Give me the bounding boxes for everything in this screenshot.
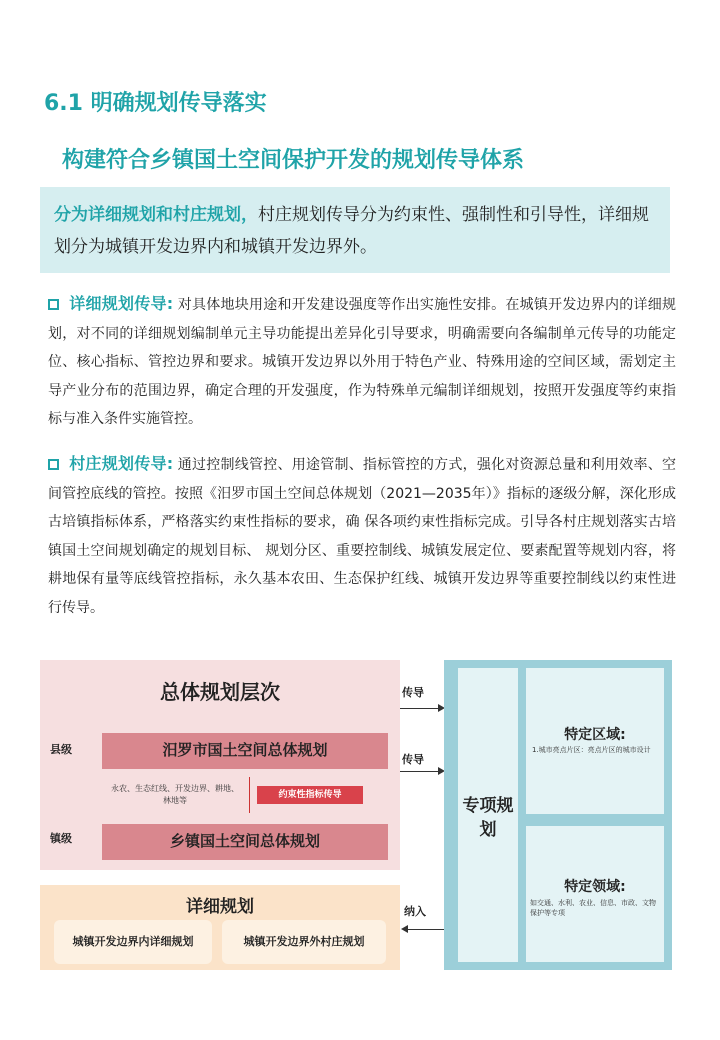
callout-text: 村庄规划传导分为约束性、强制性和引导性，详细规划分为城镇开发边界内和城镇开发边界外。 — [54, 205, 649, 257]
callout-highlight: 分为详细规划和村庄规划， — [54, 205, 258, 225]
paragraph-heading: 详细规划传导: — [69, 294, 174, 313]
paragraph-text: 对具体地块用途和开发建设强度等作出实施性安排。在城镇开发边界内的详细规划，对不同的详细规划编制单元主导功能提出差异化引导要求，明确需要向各编制单元传导的功能定位、核心指标、管控边界和要求。城镇开发边界以外用于特色产业、特殊用途的空间区域，需划定主导产业分布的范围边界，确定合理的开发强度，作为特殊单元编制详细规划，按照开发强度等约束指标与准入条件实施管控。 — [48, 297, 677, 427]
page-subtitle: 构建符合乡镇国土空间保护开发的规划传导体系 — [62, 148, 525, 173]
square-bullet-icon — [48, 459, 59, 470]
arrow-label-1: 传导 — [402, 686, 424, 699]
special-field-text: 如交通、水利、农业、信息、市政、文物保护等专项 — [530, 899, 656, 917]
special-zone-title: 特定区域: — [564, 727, 626, 743]
constraints-text: 永农、生态红线、开发边界、耕地、林地等 — [111, 784, 239, 805]
detail-outside-box: 城镇开发边界外村庄规划 — [222, 920, 386, 964]
arrow-line-1 — [400, 708, 440, 709]
special-plan-title: 专项规划 — [462, 796, 514, 840]
arrow-left-icon — [401, 925, 408, 933]
special-zone-text: 1.城市亮点片区：亮点片区的城市设计 — [532, 746, 651, 754]
arrow-label-2: 传导 — [402, 753, 424, 766]
town-plan-bar: 乡镇国土空间总体规划 — [102, 824, 388, 860]
county-plan-bar: 汨罗市国土空间总体规划 — [102, 733, 388, 769]
village-plan-paragraph — [48, 450, 676, 622]
section-title: 6.1 明确规划传导落实 — [44, 91, 267, 116]
arrow-label-3: 纳入 — [404, 905, 426, 918]
county-level-label: 县级 — [50, 743, 72, 756]
summary-callout — [40, 187, 670, 273]
paragraph-text: 通过控制线管控、用途管制、指标管控的方式，强化对资源总量和利用效率、空间管控底线的管控。按照《汨罗市国土空间总体规划（2021—2035年）》指标的逐级分解，深化形成古培镇指标体系，严格落实约束性指标的要求，确 保各项约束性指标完成。引导各村庄规划落实古培镇国土空间规划确定的规划目标、 规划分区、重要控制线、城镇发展定位、要素配置等规划内容，将耕地保有量等底线管控指标，永久基本农田、生态保护红线、城镇开发边界等重要控制线以约束性进行传导。 — [48, 457, 677, 616]
town-level-label: 镇级 — [50, 832, 72, 845]
special-field-title: 特定领域: — [564, 879, 626, 895]
paragraph-heading: 村庄规划传导: — [69, 454, 174, 473]
arrow-line-3 — [408, 929, 444, 930]
master-plan-title: 总体规划层次 — [160, 680, 280, 704]
constraint-tag: 约束性指标传导 — [257, 786, 363, 804]
detail-plan-paragraph — [48, 290, 676, 434]
arrow-line-2 — [400, 771, 440, 772]
square-bullet-icon — [48, 299, 59, 310]
constraint-divider — [249, 777, 250, 813]
detail-plan-title: 详细规划 — [186, 897, 254, 917]
detail-inside-box: 城镇开发边界内详细规划 — [54, 920, 212, 964]
